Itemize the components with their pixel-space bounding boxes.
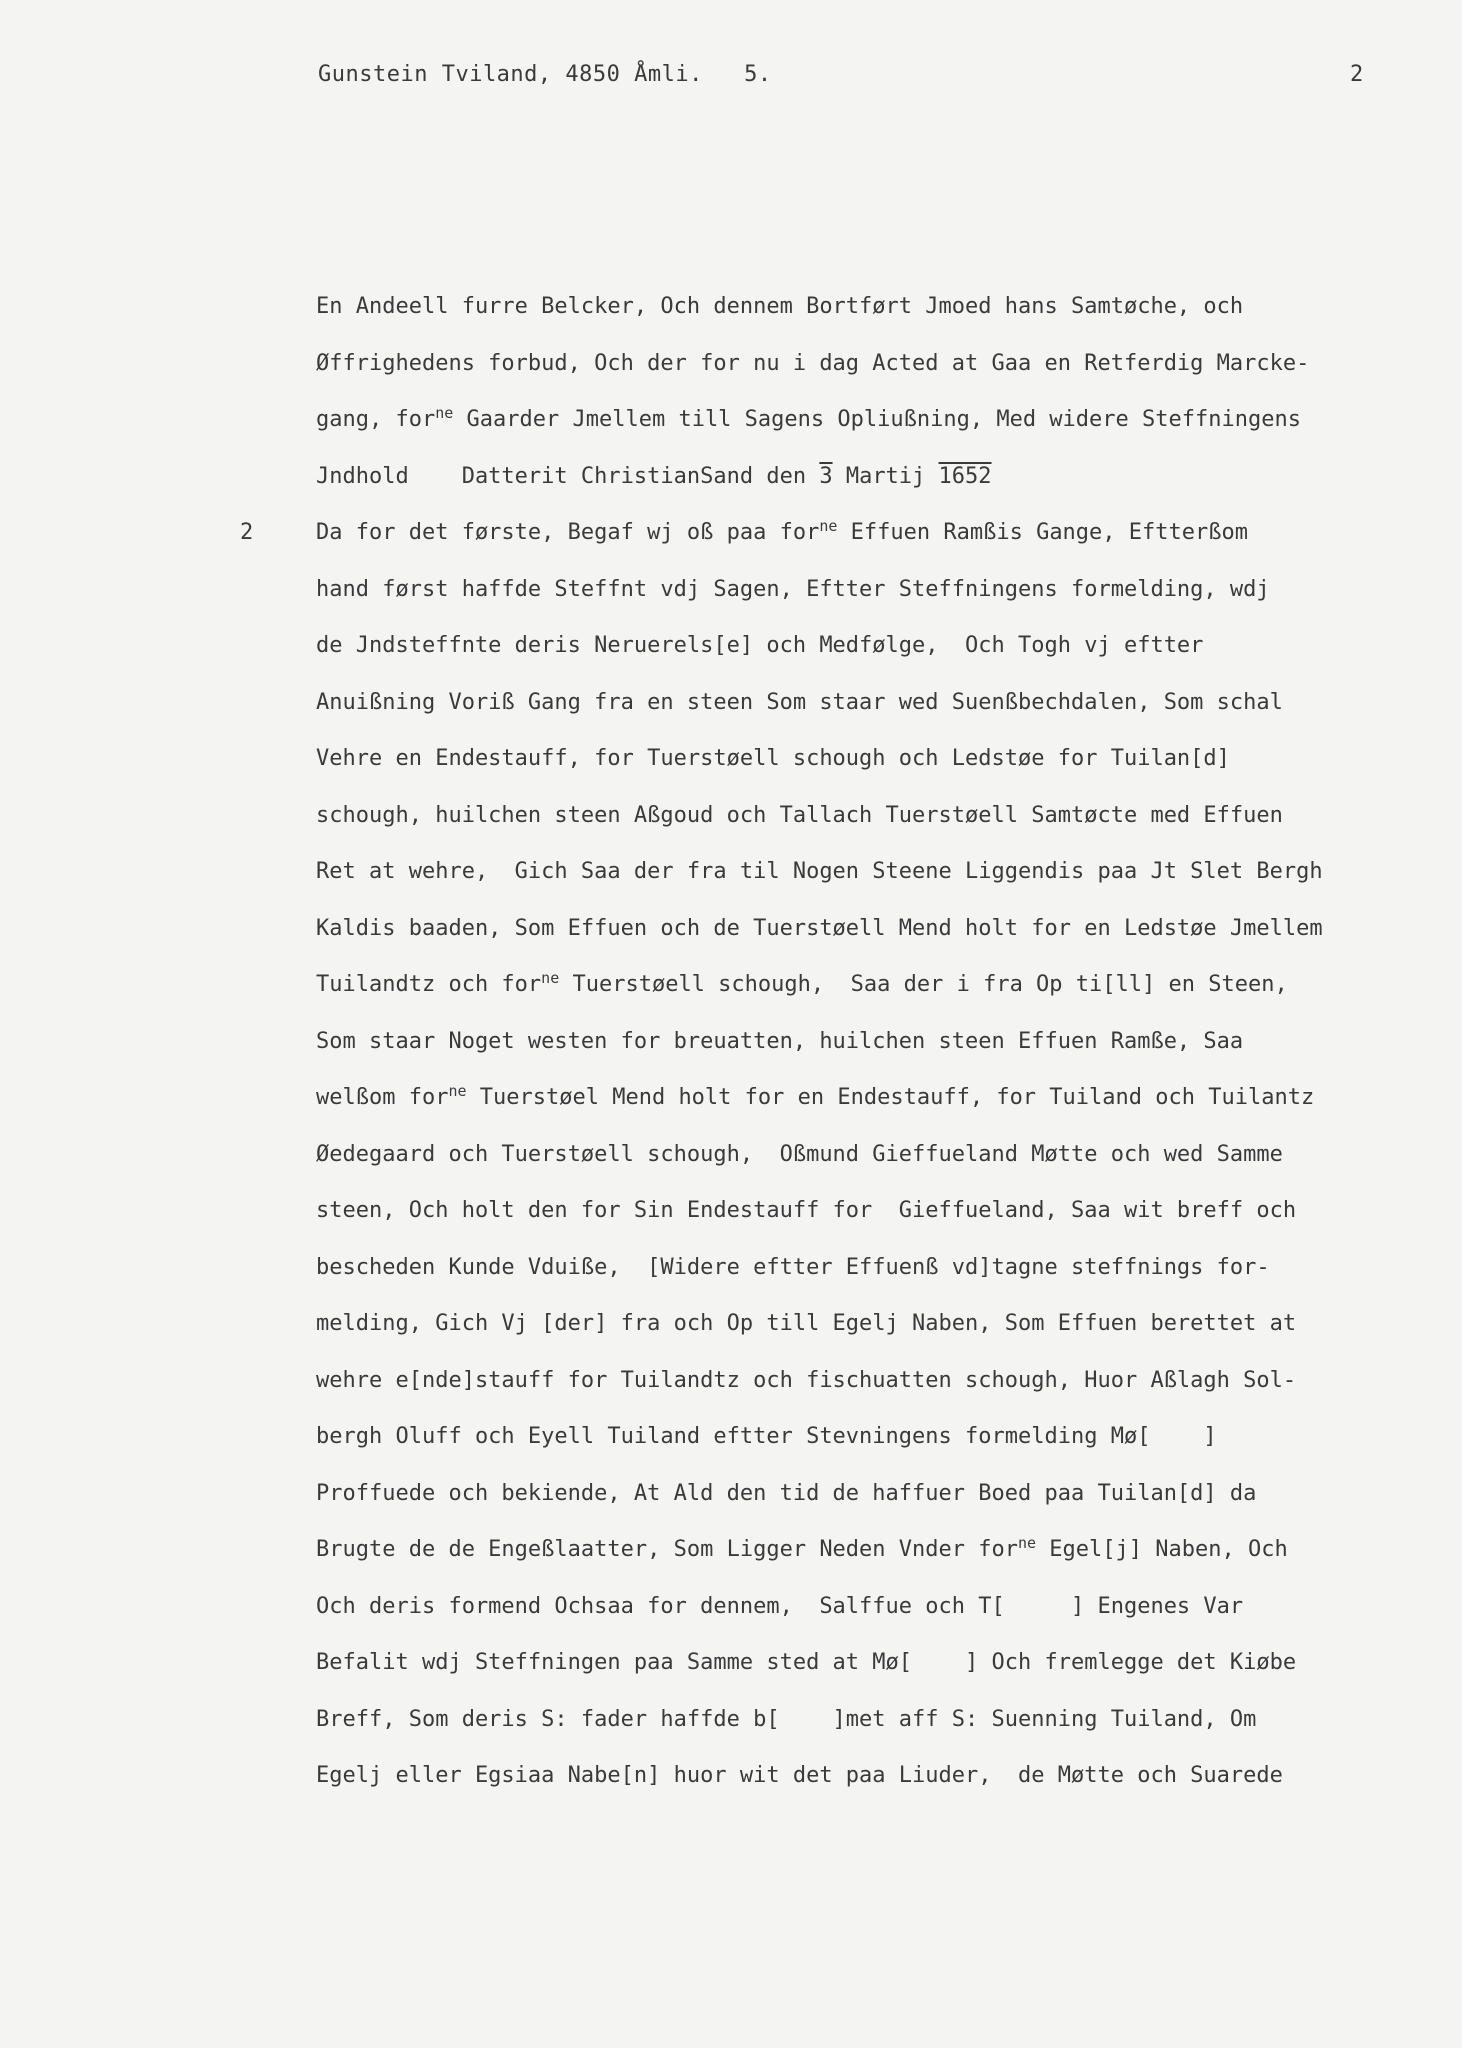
line-text: Proffuede och bekiende, At Ald den tid de haffuer Boed paa Tuilan[d] da xyxy=(316,1480,1257,1506)
line-text: Anuißning Voriß Gang fra en steen Som staar wed Suenßbechdalen, Som schal xyxy=(316,689,1283,715)
line-text: Tuilandtz och for xyxy=(316,972,542,997)
text-line xyxy=(316,1196,1426,1253)
text-line xyxy=(316,1479,1426,1536)
text-line xyxy=(316,1648,1426,1705)
line-text: welßom for xyxy=(316,1085,449,1110)
text-line xyxy=(316,1083,1426,1140)
line-text: hand først haffde Steffnt vdj Sagen, Eftter Steffningens formelding, wdj xyxy=(316,576,1270,602)
text-line xyxy=(316,914,1426,971)
line-text: melding, Gich Vj [der] fra och Op till Egelj Naben, Som Effuen berettet at xyxy=(316,1311,1297,1336)
line-text: steen, Och holt den for Sin Endestauff for Gieffueland, Saa wit breff och xyxy=(316,1198,1297,1223)
line-text: Som staar Noget westen for breuatten, huilchen steen Effuen Ramße, Saa xyxy=(316,1028,1244,1054)
text-line xyxy=(316,405,1426,462)
line-text: Gaarder Jmellem till Sagens Opliußning, Med widere Steffningens xyxy=(453,407,1301,432)
line-text: gang, for xyxy=(316,407,436,432)
line-text: Egelj eller Egsiaa Nabe[n] huor wit det paa Liuder, de Møtte och Suarede xyxy=(316,1763,1283,1788)
text-line xyxy=(316,462,1426,519)
line-text: Ret at wehre, Gich Saa der fra til Nogen Steene Liggendis paa Jt Slet Bergh xyxy=(316,859,1323,884)
superscript-abbrev: ne xyxy=(1018,1534,1037,1552)
text-line xyxy=(316,1027,1426,1084)
superscript-abbrev: ne xyxy=(448,1082,467,1100)
line-text: bescheden Kunde Vduiße, [Widere eftter Effuenß vd]tagne steffnings for- xyxy=(316,1254,1270,1280)
line-text: Och deris formend Ochsaa for dennem, Salffue och T[ ] Engenes Var xyxy=(316,1593,1244,1619)
header-section: 5. xyxy=(744,62,772,87)
line-text: schough, huilchen steen Aßgoud och Tallach Tuerstøell Samtøcte med Effuen xyxy=(316,802,1283,828)
text-line xyxy=(316,575,1426,632)
line-text: Effuen Ramßis Gange, Eftterßom xyxy=(837,520,1248,545)
text-line xyxy=(316,1140,1426,1197)
text-line xyxy=(316,801,1426,858)
line-text: Vehre en Endestauff, for Tuerstøell schough och Ledstøe for Tuilan[d] xyxy=(316,746,1230,771)
line-text: Egel[j] Naben, Och xyxy=(1036,1537,1288,1562)
text-line xyxy=(316,857,1426,914)
line-text: Breff, Som deris S: fader haffde b[ ]met aff S: Suenning Tuiland, Om xyxy=(316,1706,1257,1732)
line-text: Da for det første, Begaf wj oß paa for xyxy=(316,520,820,545)
text-line xyxy=(240,517,1426,575)
paragraph-number: 2 xyxy=(240,520,254,545)
text-line xyxy=(316,1761,1426,1818)
line-text: Øedegaard och Tuerstøell schough, Oßmund Gieffueland Møtte och wed Samme xyxy=(316,1141,1283,1167)
text-line xyxy=(316,1253,1426,1310)
header-title: Gunstein Tviland, 4850 Åmli. xyxy=(318,62,703,87)
text-line xyxy=(316,970,1426,1027)
line-text: de Jndsteffnte deris Neruerels[e] och Medfølge, Och Togh vj eftter xyxy=(316,633,1204,658)
line-text: Kaldis baaden, Som Effuen och de Tuerstøell Mend holt for en Ledstøe Jmellem xyxy=(316,915,1323,941)
superscript-abbrev: ne xyxy=(819,517,838,535)
line-text: Jndhold Datterit ChristianSand den xyxy=(316,463,820,489)
text-line xyxy=(316,349,1426,406)
date-year: 1652 xyxy=(938,463,992,489)
text-line xyxy=(316,1366,1426,1423)
text-line xyxy=(316,688,1426,745)
text-line xyxy=(316,292,1426,349)
text-line xyxy=(316,1422,1426,1479)
line-text: bergh Oluff och Eyell Tuiland eftter Stevningens formelding Mø[ ] xyxy=(316,1424,1217,1449)
transcription-body xyxy=(240,292,1426,1818)
text-line xyxy=(316,631,1426,688)
page-header xyxy=(318,62,772,87)
line-text: Brugte de de Engeßlaatter, Som Ligger Neden Vnder for xyxy=(316,1537,1018,1562)
superscript-abbrev: ne xyxy=(435,404,454,422)
superscript-abbrev: ne xyxy=(541,969,560,987)
line-text: En Andeell furre Belcker, Och dennem Bortført Jmoed hans Samtøche, och xyxy=(316,294,1244,319)
text-line xyxy=(316,1592,1426,1649)
line-text: Øffrighedens forbud, Och der for nu i dag Acted at Gaa en Retferdig Marcke- xyxy=(316,350,1310,376)
text-line xyxy=(316,744,1426,801)
line-text: wehre e[nde]stauff for Tuilandtz och fischuatten schough, Huor Aßlagh Sol- xyxy=(316,1367,1297,1393)
line-text: Tuerstøell schough, Saa der i fra Op ti[ll] en Steen, xyxy=(559,972,1288,997)
text-line xyxy=(316,1535,1426,1592)
line-text: Tuerstøel Mend holt for en Endestauff, for Tuiland och Tuilantz xyxy=(466,1085,1315,1110)
date-day: 3 xyxy=(819,463,833,489)
line-text: Martij xyxy=(832,463,939,489)
page-number: 2 xyxy=(1350,62,1364,87)
text-line xyxy=(316,1309,1426,1366)
text-line xyxy=(316,1705,1426,1762)
line-text: Befalit wdj Steffningen paa Samme sted at Mø[ ] Och fremlegge det Kiøbe xyxy=(316,1650,1297,1675)
